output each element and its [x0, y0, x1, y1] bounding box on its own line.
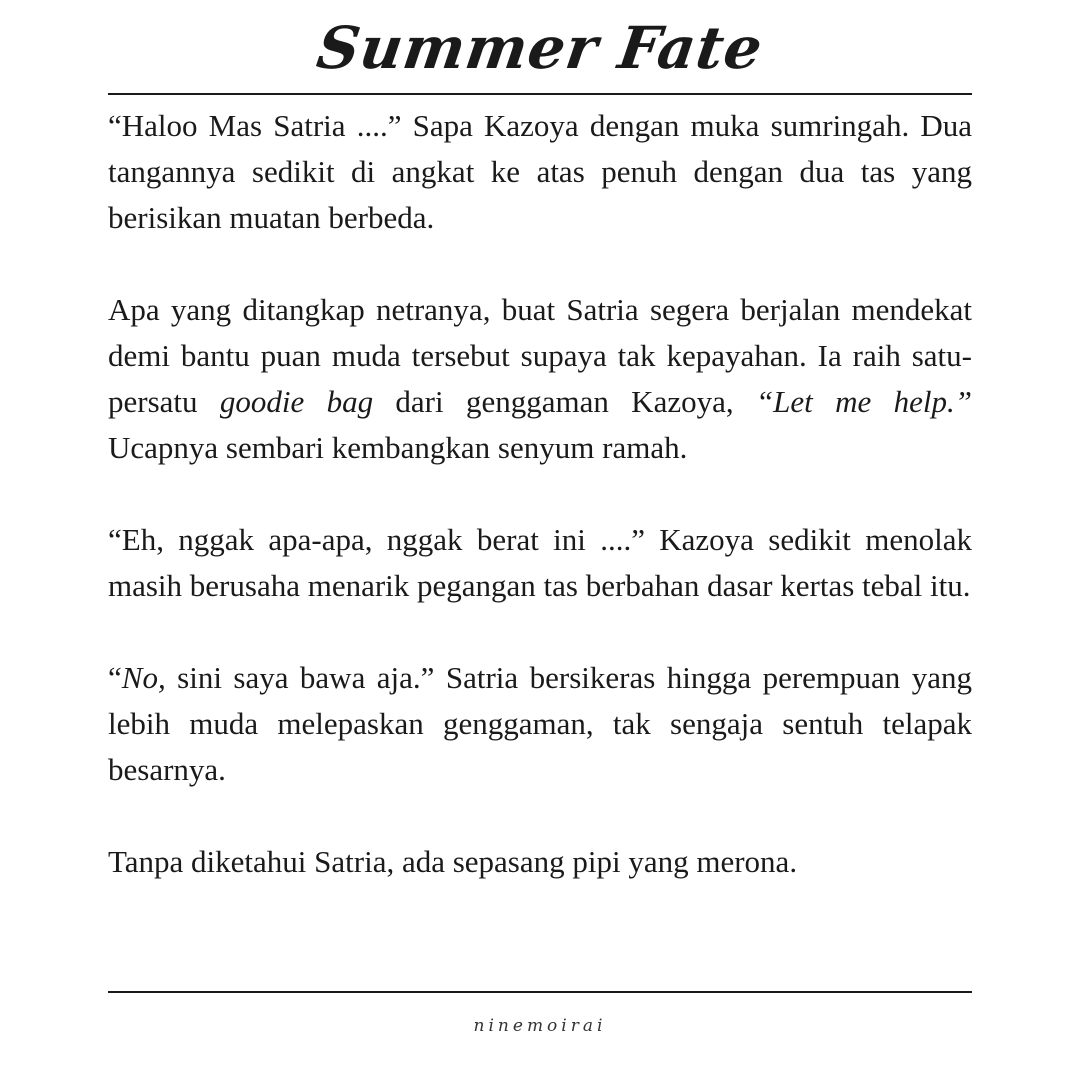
author-signature: ninemoirai: [473, 1016, 607, 1036]
paragraph-2-text-c: dari genggaman Kazoya,: [373, 384, 756, 419]
paragraph-3: [108, 517, 972, 609]
paragraph-3-text: “Eh, nggak apa-apa, nggak berat ini ....” Kazoya sedikit menolak masih berusaha menarik pegangan tas berbahan dasar kertas tebal itu.: [108, 522, 972, 603]
paragraph-1-text: “Haloo Mas Satria ....” Sapa Kazoya dengan muka sumringah. Dua tangannya sedikit di angkat ke atas penuh dengan dua tas yang berisikan muatan berbeda.: [108, 108, 972, 235]
paragraph-2-text-e: Ucapnya sembari kembangkan senyum ramah.: [108, 430, 688, 465]
story-title: Summer Fate: [312, 14, 768, 82]
paragraph-2-italic-quote: “Let me help.”: [755, 384, 972, 419]
paragraph-5-text: Tanpa diketahui Satria, ada sepasang pipi yang merona.: [108, 844, 798, 879]
paragraph-2: [108, 287, 972, 471]
paragraph-5: [108, 839, 972, 885]
paragraph-2-text-a: Apa yang ditangkap netranya, buat Satria segera berjalan mendekat demi bantu puan muda tersebut supaya tak kepayahan. Ia raih satu-persatu: [108, 292, 972, 419]
bottom-divider: [108, 991, 972, 993]
paragraph-4-italic-no: No,: [121, 660, 166, 695]
top-divider: [108, 93, 972, 95]
paragraph-1: [108, 103, 972, 241]
story-body: [108, 103, 972, 885]
paragraph-4-text-c: sini saya bawa aja.” Satria bersikeras hingga perempuan yang lebih muda melepaskan genggaman, tak sengaja sentuh telapak besarnya.: [108, 660, 972, 787]
paragraph-4-text-a: “: [108, 660, 122, 695]
paragraph-4: [108, 655, 972, 793]
paragraph-2-italic-goodie-bag: goodie bag: [219, 384, 374, 419]
